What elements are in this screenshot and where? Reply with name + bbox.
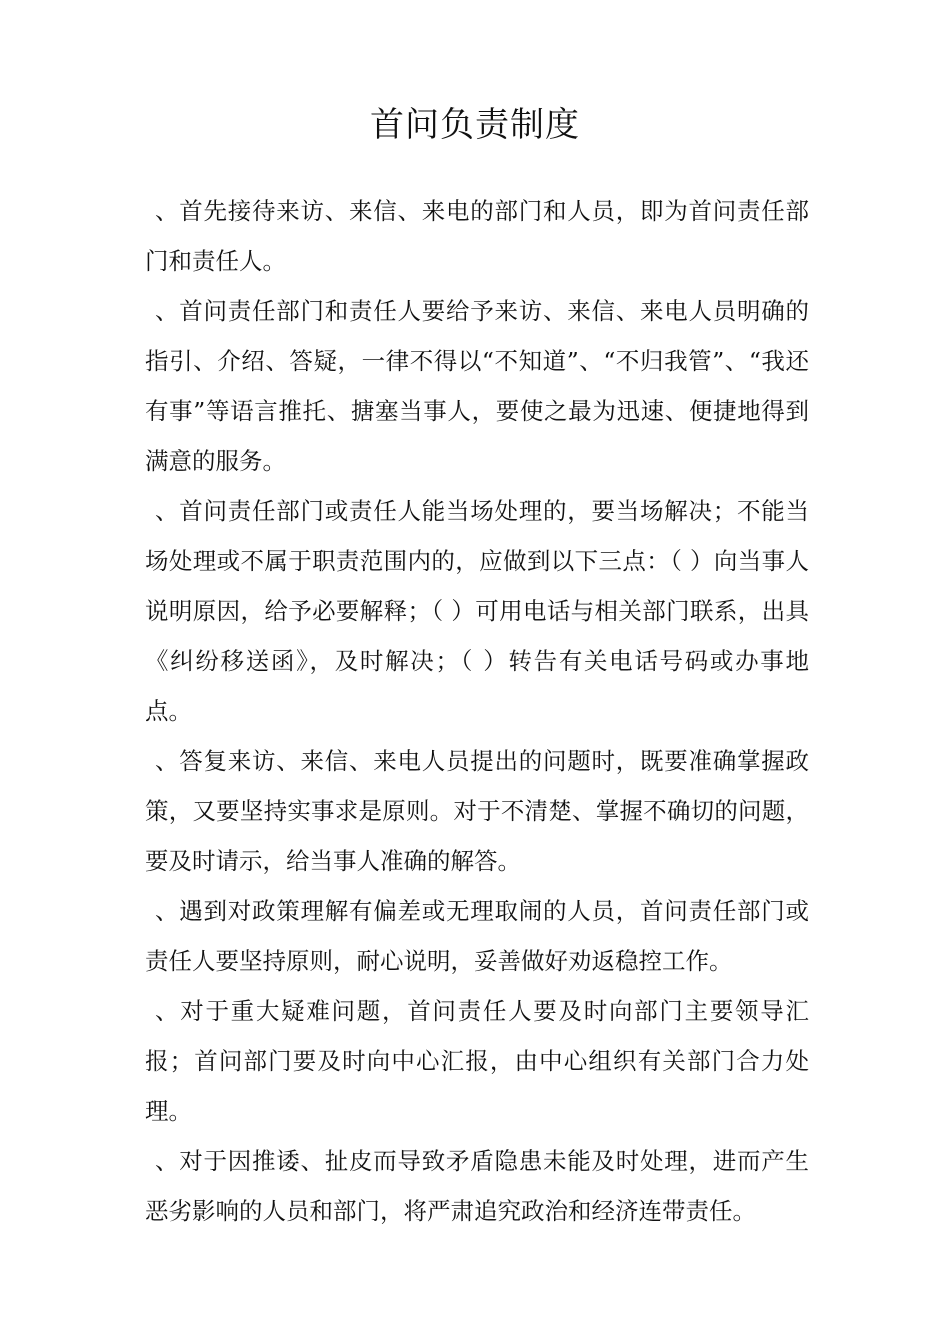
paragraph-1: 、首先接待来访、来信、来电的部门和人员，即为首问责任部门和责任人。 [145,197,809,275]
paragraph-5: 、遇到对政策理解有偏差或无理取闹的人员，首问责任部门或责任人要坚持原则，耐心说明，妥善做好劝返稳控工作。 [145,897,809,975]
paragraph-6: 、对于重大疑难问题，首问责任人要及时向部门主要领导汇报；首问部门要及时向中心汇报，由中心组织有关部门合力处理。 [145,997,809,1125]
paragraph-4: 、答复来访、来信、来电人员提出的问题时，既要准确掌握政策，又要坚持实事求是原则。对于不清楚、掌握不确切的问题，要及时请示，给当事人准确的解答。 [145,747,809,875]
paragraph-7: 、对于因推诿、扯皮而导致矛盾隐患未能及时处理，进而产生恶劣影响的人员和部门，将严肃追究政治和经济连带责任。 [145,1147,809,1225]
paragraph-2: 、首问责任部门和责任人要给予来访、来信、来电人员明确的指引、介绍、答疑，一律不得以“不知道”、“不归我管”、“我还有事”等语言推托、搪塞当事人，要使之最为迅速、便捷地得到满意的服务。 [145,297,809,475]
document-title: 首问负责制度 [370,105,580,145]
document-body [145,186,809,1236]
paragraph-3: 、首问责任部门或责任人能当场处理的，要当场解决；不能当场处理或不属于职责范围内的，应做到以下三点：（ ）向当事人说明原因，给予必要解释；（ ）可用电话与相关部门联系，出具《纠纷移送函》，及时解决；（ ）转告有关电话号码或办事地点。 [145,497,809,725]
